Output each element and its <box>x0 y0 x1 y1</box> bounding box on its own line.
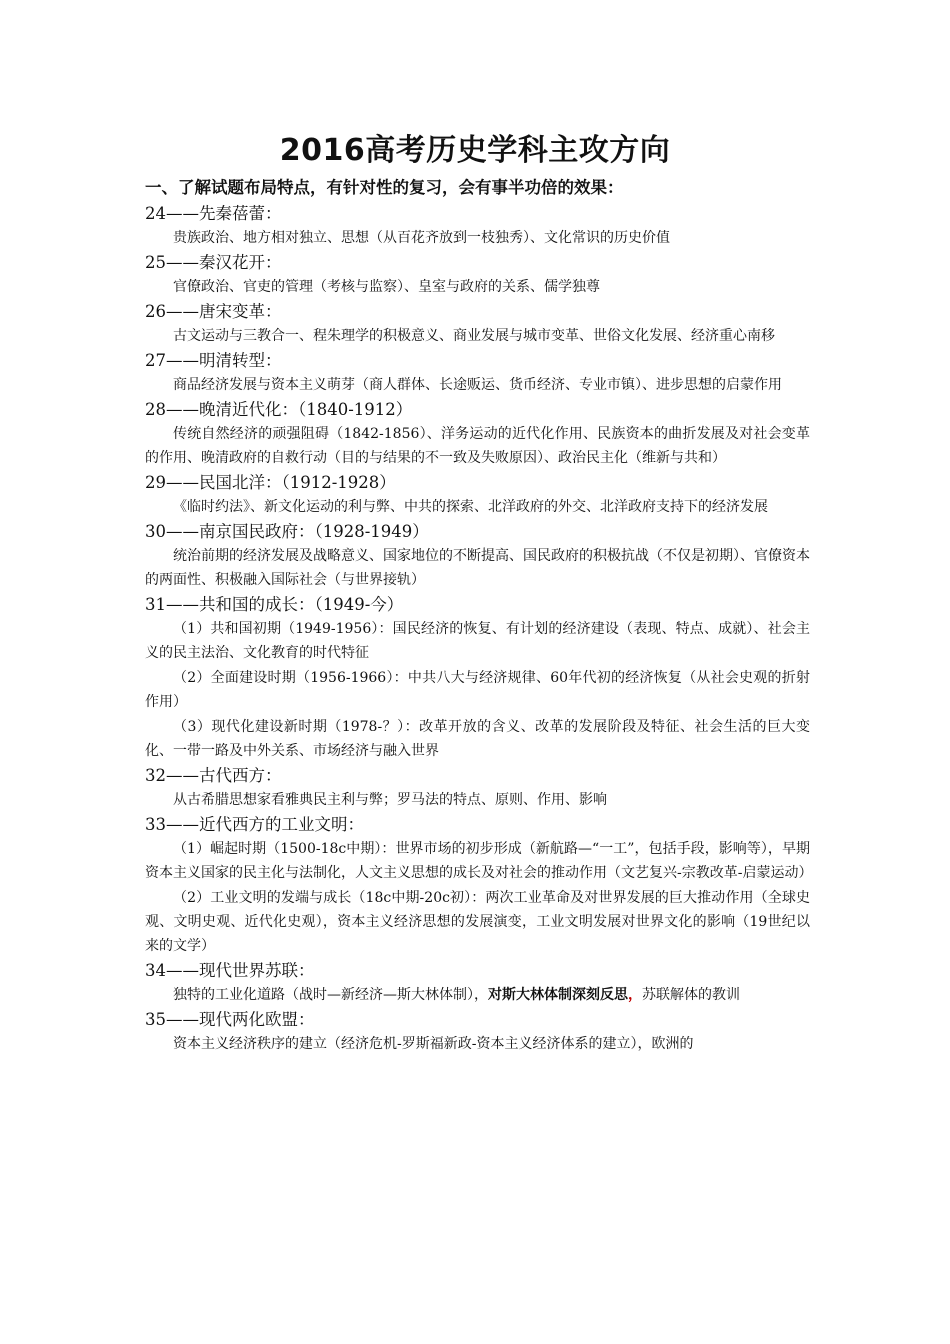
section-33-sub-2: （2）工业文明的发端与成长（18c中期-20c初）：两次工业革命及对世界发展的巨大推动作用（全球史观、文明史观、近代化史观），资本主义经济思想的发展演变，工业文明发展对世界文化的影响（19世纪以来的文学） <box>145 890 810 954</box>
section-heading-33: 33——近代西方的工业文明： <box>145 815 364 834</box>
section-34-emphasis: 对斯大林体制深刻反思 <box>488 987 628 1003</box>
section-text-26: 古文运动与三教合一、程朱理学的积极意义、商业发展与城市变革、世俗文化发展、经济重心南移 <box>173 328 775 344</box>
section-heading-29: 29——民国北洋：（1912-1928） <box>145 473 396 492</box>
document-body <box>145 176 813 1057</box>
section-31-sub-2: （2）全面建设时期（1956-1966）：中共八大与经济规律、60年代初的经济恢复（从社会史观的折射作用） <box>145 670 810 710</box>
section-heading-32: 32——古代西方： <box>145 766 282 785</box>
section-text-32: 从古希腊思想家看雅典民主利与弊；罗马法的特点、原则、作用、影响 <box>173 792 607 808</box>
section-text-24: 贵族政治、地方相对独立、思想（从百花齐放到一枝独秀）、文化常识的历史价值 <box>173 230 670 246</box>
section-heading-30: 30——南京国民政府：（1928-1949） <box>145 522 429 541</box>
section-heading-31: 31——共和国的成长：（1949-今） <box>145 595 404 614</box>
section-heading-35: 35——现代两化欧盟： <box>145 1010 315 1029</box>
section-text-28: 传统自然经济的顽强阻碍（1842-1856）、洋务运动的近代化作用、民族资本的曲折发展及对社会变革的作用、晚清政府的自救行动（目的与结果的不一致及失败原因）、政治民主化（维新与共和） <box>145 426 810 466</box>
section-text-35: 资本主义经济秩序的建立（经济危机-罗斯福新政-资本主义经济体系的建立），欧洲的 <box>173 1036 694 1052</box>
section-text-30: 统治前期的经济发展及战略意义、国家地位的不断提高、国民政府的积极抗战（不仅是初期）、官僚资本的两面性、积极融入国际社会（与世界接轨） <box>145 548 810 588</box>
section-heading-28: 28——晚清近代化：（1840-1912） <box>145 400 413 419</box>
section-34-red-comma: ， <box>628 987 642 1003</box>
section-34-text-a: 独特的工业化道路（战时—新经济—斯大林体制）， <box>173 987 488 1003</box>
section-31-sub-3: （3）现代化建设新时期（1978-？）：改革开放的含义、改革的发展阶段及特征、社会生活的巨大变化、一带一路及中外关系、市场经济与融入世界 <box>145 719 810 759</box>
section-33-sub-1: （1）崛起时期（1500-18c中期）：世界市场的初步形成（新航路—“一工”，包括手段，影响等），早期资本主义国家的民主化与法制化，人文主义思想的成长及对社会的推动作用（文艺复兴-宗教改革-启蒙运动） <box>145 841 813 881</box>
section-heading-34: 34——现代世界苏联： <box>145 961 315 980</box>
section-heading-26: 26——唐宋变革： <box>145 302 282 321</box>
section-text-29: 《临时约法》、新文化运动的利与弊、中共的探索、北洋政府的外交、北洋政府支持下的经济发展 <box>173 499 768 515</box>
section-heading-25: 25——秦汉花开： <box>145 253 282 272</box>
section-34-text-d: 苏联解体的教训 <box>642 987 740 1003</box>
section-text-25: 官僚政治、官吏的管理（考核与监察）、皇室与政府的关系、儒学独尊 <box>173 279 600 295</box>
section-text-27: 商品经济发展与资本主义萌芽（商人群体、长途贩运、货币经济、专业市镇）、进步思想的启蒙作用 <box>173 377 782 393</box>
page-title: 2016高考历史学科主攻方向 <box>279 133 671 168</box>
section-text-34 <box>145 983 810 1007</box>
intro-heading: 一、了解试题布局特点，有针对性的复习，会有事半功倍的效果： <box>145 178 624 197</box>
section-heading-24: 24——先秦蓓蕾： <box>145 204 282 223</box>
section-heading-27: 27——明清转型： <box>145 351 282 370</box>
section-31-sub-1: （1）共和国初期（1949-1956）：国民经济的恢复、有计划的经济建设（表现、特点、成就）、社会主义的民主法治、文化教育的时代特征 <box>145 621 810 661</box>
